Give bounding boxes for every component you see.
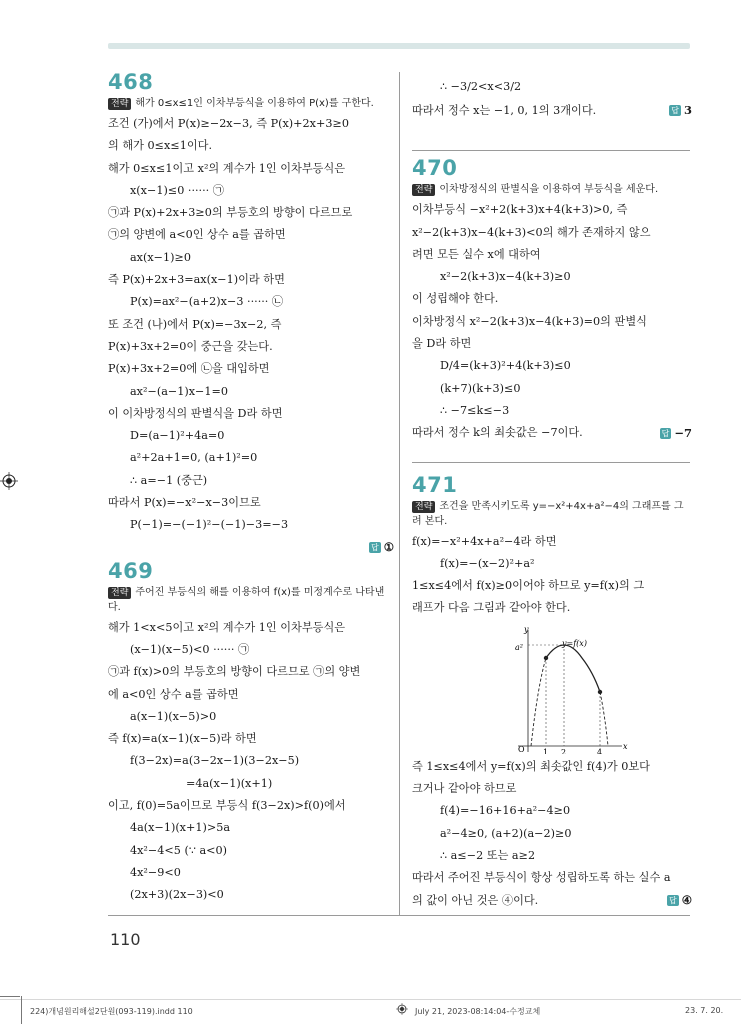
left-column bbox=[108, 70, 394, 907]
solution-line: f(x)=−x²+4x+a²−4라 하면 bbox=[412, 534, 557, 548]
solution-line: ∴ a=−1 (중근) bbox=[130, 473, 208, 487]
problem-number: 468 bbox=[108, 70, 154, 94]
y-axis-label: y bbox=[524, 624, 529, 634]
solution-line: 이 성립해야 한다. bbox=[412, 292, 499, 306]
solution-line: f(x)=−(x−2)²+a² bbox=[440, 556, 535, 570]
footer-registration-icon bbox=[396, 1003, 408, 1015]
footer-rule bbox=[0, 999, 741, 1000]
solution-line: 을 D라 하면 bbox=[412, 337, 472, 351]
strategy-text: 이차방정식의 판별식을 이용하여 부등식을 세운다. bbox=[439, 184, 659, 196]
solution-line: 이차부등식 −x²+2(k+3)x+4(k+3)>0, 즉 bbox=[412, 203, 628, 217]
curve-left-dashed bbox=[531, 658, 546, 746]
solution-line: ∴ −7≤k≤−3 bbox=[440, 403, 510, 417]
solution-line: a(x−1)(x−5)>0 bbox=[130, 709, 217, 723]
solution-line: 해가 0≤x≤1이고 x²의 계수가 1인 이차부등식은 bbox=[108, 161, 346, 175]
crop-mark bbox=[21, 996, 22, 1024]
solution-line: x²−2(k+3)x−4(k+3)≥0 bbox=[440, 270, 571, 284]
solution-line: ㉠과 f(x)>0의 부등호의 방향이 다르므로 ㉠의 양변 bbox=[108, 665, 361, 679]
solution-line: a²+2a+1=0, (a+1)²=0 bbox=[130, 451, 258, 465]
origin-label: O bbox=[518, 744, 525, 754]
strategy-tag: 전략 bbox=[108, 98, 131, 110]
solution-line: 이차방정식 x²−2(k+3)x−4(k+3)=0의 판별식 bbox=[412, 314, 647, 328]
curve-right-dashed bbox=[600, 692, 608, 746]
solution-line: P(x)+3x+2=0이 중근을 갖는다. bbox=[108, 339, 273, 353]
solution-line: 즉 1≤x≤4에서 y=f(x)의 최솟값인 f(4)가 0보다 bbox=[412, 759, 650, 773]
peak-label: a² bbox=[515, 642, 523, 652]
solution-line: 이 이차방정식의 판별식을 D라 하면 bbox=[108, 406, 283, 420]
solution-line: 해가 1<x<5이고 x²의 계수가 1인 이차부등식은 bbox=[108, 620, 346, 634]
strategy-text: 주어진 부등식의 해를 이용하여 f(x)를 미정계수로 나타낸다. bbox=[108, 586, 385, 613]
solution-line: (x−1)(x−5)<0 ······ ㉠ bbox=[130, 642, 250, 656]
solution-line: 따라서 P(x)=−x²−x−3이므로 bbox=[108, 496, 261, 510]
solution-line: (2x+3)(2x−3)<0 bbox=[130, 888, 224, 902]
answer-tag: 답 bbox=[671, 106, 679, 116]
solution-line: 이고, f(0)=5a이므로 부등식 f(3−2x)>f(0)에서 bbox=[108, 799, 346, 813]
x-axis-label: x bbox=[623, 741, 628, 751]
header-bar bbox=[108, 43, 690, 49]
solution-line: P(x)=ax²−(a+2)x−3 ······ ㉡ bbox=[130, 295, 284, 309]
solution-line: 따라서 주어진 부등식이 항상 성립하도록 하는 실수 a bbox=[412, 871, 671, 885]
solution-line: 조건 (가)에서 P(x)≥−2x−3, 즉 P(x)+2x+3≥0 bbox=[108, 117, 349, 130]
solution-line: ∴ a≤−2 또는 a≥2 bbox=[440, 848, 536, 862]
solution-line: 크거나 같아야 하므로 bbox=[412, 782, 517, 796]
strategy-line bbox=[412, 182, 692, 197]
solution-line: 의 값이 아닌 것은 ④이다. bbox=[412, 893, 539, 907]
solution-line: 래프가 다음 그림과 같아야 한다. bbox=[412, 601, 571, 615]
problem-469 bbox=[108, 559, 394, 907]
footer-date: 23. 7. 20. bbox=[685, 1006, 724, 1015]
solution-line: 따라서 정수 x는 −1, 0, 1의 3개이다. bbox=[412, 104, 597, 117]
solution-line: =4a(x−1)(x+1) bbox=[186, 776, 273, 790]
parabola-graph bbox=[412, 624, 692, 754]
solution-line: D=(a−1)²+4a=0 bbox=[130, 429, 225, 443]
solution-line: P(x)+3x+2=0에 ㉡을 대입하면 bbox=[108, 362, 270, 376]
solution-line: f(3−2x)=a(3−2x−1)(3−2x−5) bbox=[130, 754, 300, 768]
solution-line: 4a(x−1)(x+1)>5a bbox=[130, 821, 231, 835]
answer-value: 3 bbox=[683, 103, 692, 118]
footer-file: 224)개념원리해설2단원(093-119).indd 110 bbox=[30, 1007, 193, 1016]
strategy-text: 조건을 만족시키도록 y=−x²+4x+a²−4의 그래프를 그려 본다. bbox=[412, 500, 684, 527]
answer-value: ① bbox=[383, 539, 394, 554]
right-column bbox=[412, 74, 692, 910]
strategy-tag: 전략 bbox=[108, 587, 131, 599]
tick-label: 2 bbox=[561, 747, 567, 754]
solution-line: P(−1)=−(−1)²−(−1)−3=−3 bbox=[130, 518, 289, 532]
solution-line: 의 해가 0≤x≤1이다. bbox=[108, 139, 212, 153]
answer-tag: 답 bbox=[668, 895, 677, 905]
solution-line: x²−2(k+3)x−4(k+3)<0의 해가 존재하지 않으 bbox=[412, 225, 651, 239]
solution-line: 4x²−4<5 (∵ a<0) bbox=[130, 843, 228, 857]
problem-number: 470 bbox=[412, 156, 458, 181]
page-number: 110 bbox=[110, 930, 141, 949]
problem-468 bbox=[108, 70, 394, 557]
solution-line: 에 a<0인 상수 a를 곱하면 bbox=[108, 687, 239, 701]
solution-line: f(4)=−16+16+a²−4≥0 bbox=[440, 804, 571, 818]
point-x4 bbox=[598, 690, 602, 694]
answer-value: ④ bbox=[681, 892, 692, 907]
column-divider bbox=[399, 72, 400, 915]
solution-line: 따라서 정수 k의 최솟값은 −7이다. bbox=[412, 426, 583, 440]
solution-line: 즉 P(x)+2x+3=ax(x−1)이라 하면 bbox=[108, 273, 285, 287]
solution-line: D/4=(k+3)²+4(k+3)≤0 bbox=[440, 359, 571, 373]
strategy-line bbox=[412, 499, 692, 529]
strategy-line bbox=[108, 96, 394, 111]
problem-471 bbox=[412, 473, 692, 910]
strategy-tag: 전략 bbox=[412, 501, 435, 513]
solution-line: ∴ −3/2<x<3/2 bbox=[440, 80, 522, 93]
problem-number: 469 bbox=[108, 558, 154, 583]
solution-line: 1≤x≤4에서 f(x)≥0이어야 하므로 y=f(x)의 그 bbox=[412, 579, 645, 593]
solution-line: 또 조건 (나)에서 P(x)=−3x−2, 즉 bbox=[108, 317, 282, 331]
footer-timestamp: July 21, 2023-08:14:04-수정교체 bbox=[415, 1007, 541, 1016]
solution-line: ax²−(a−1)x−1=0 bbox=[130, 384, 229, 398]
solution-line: (k+7)(k+3)≤0 bbox=[440, 381, 521, 395]
solution-line: ㉠과 P(x)+2x+3≥0의 부등호의 방향이 다르므로 bbox=[108, 206, 353, 220]
strategy-line bbox=[108, 585, 394, 615]
solution-line: 려면 모든 실수 x에 대하여 bbox=[412, 247, 541, 261]
solution-line: 즉 f(x)=a(x−1)(x−5)라 하면 bbox=[108, 732, 257, 746]
crop-mark bbox=[0, 996, 20, 997]
answer bbox=[108, 537, 394, 557]
solution-line: 4x²−9<0 bbox=[130, 865, 181, 879]
strategy-text: 해가 0≤x≤1인 이차부등식을 이용하여 P(x)를 구한다. bbox=[135, 98, 374, 109]
bottom-rule bbox=[108, 915, 690, 916]
solution-line: ax(x−1)≥0 bbox=[130, 250, 192, 264]
tick-label: 1 bbox=[543, 747, 549, 754]
problem-470 bbox=[412, 156, 692, 442]
solution-line: ㉠의 양변에 a<0인 상수 a를 곱하면 bbox=[108, 228, 286, 242]
answer-value: −7 bbox=[674, 425, 692, 440]
curve-solid bbox=[546, 645, 600, 692]
answer-tag: 답 bbox=[661, 428, 670, 438]
strategy-tag: 전략 bbox=[412, 184, 435, 196]
curve-label: y=f(x) bbox=[562, 638, 587, 648]
solution-line: a²−4≥0, (a+2)(a−2)≥0 bbox=[440, 826, 572, 840]
graph-svg bbox=[412, 624, 692, 754]
point-x1 bbox=[544, 656, 548, 660]
tick-label: 4 bbox=[597, 747, 603, 754]
problem-number: 471 bbox=[412, 472, 458, 497]
answer-tag: 답 bbox=[370, 542, 379, 552]
registration-mark-icon bbox=[0, 472, 18, 490]
solution-line: x(x−1)≤0 ······ ㉠ bbox=[130, 183, 224, 197]
